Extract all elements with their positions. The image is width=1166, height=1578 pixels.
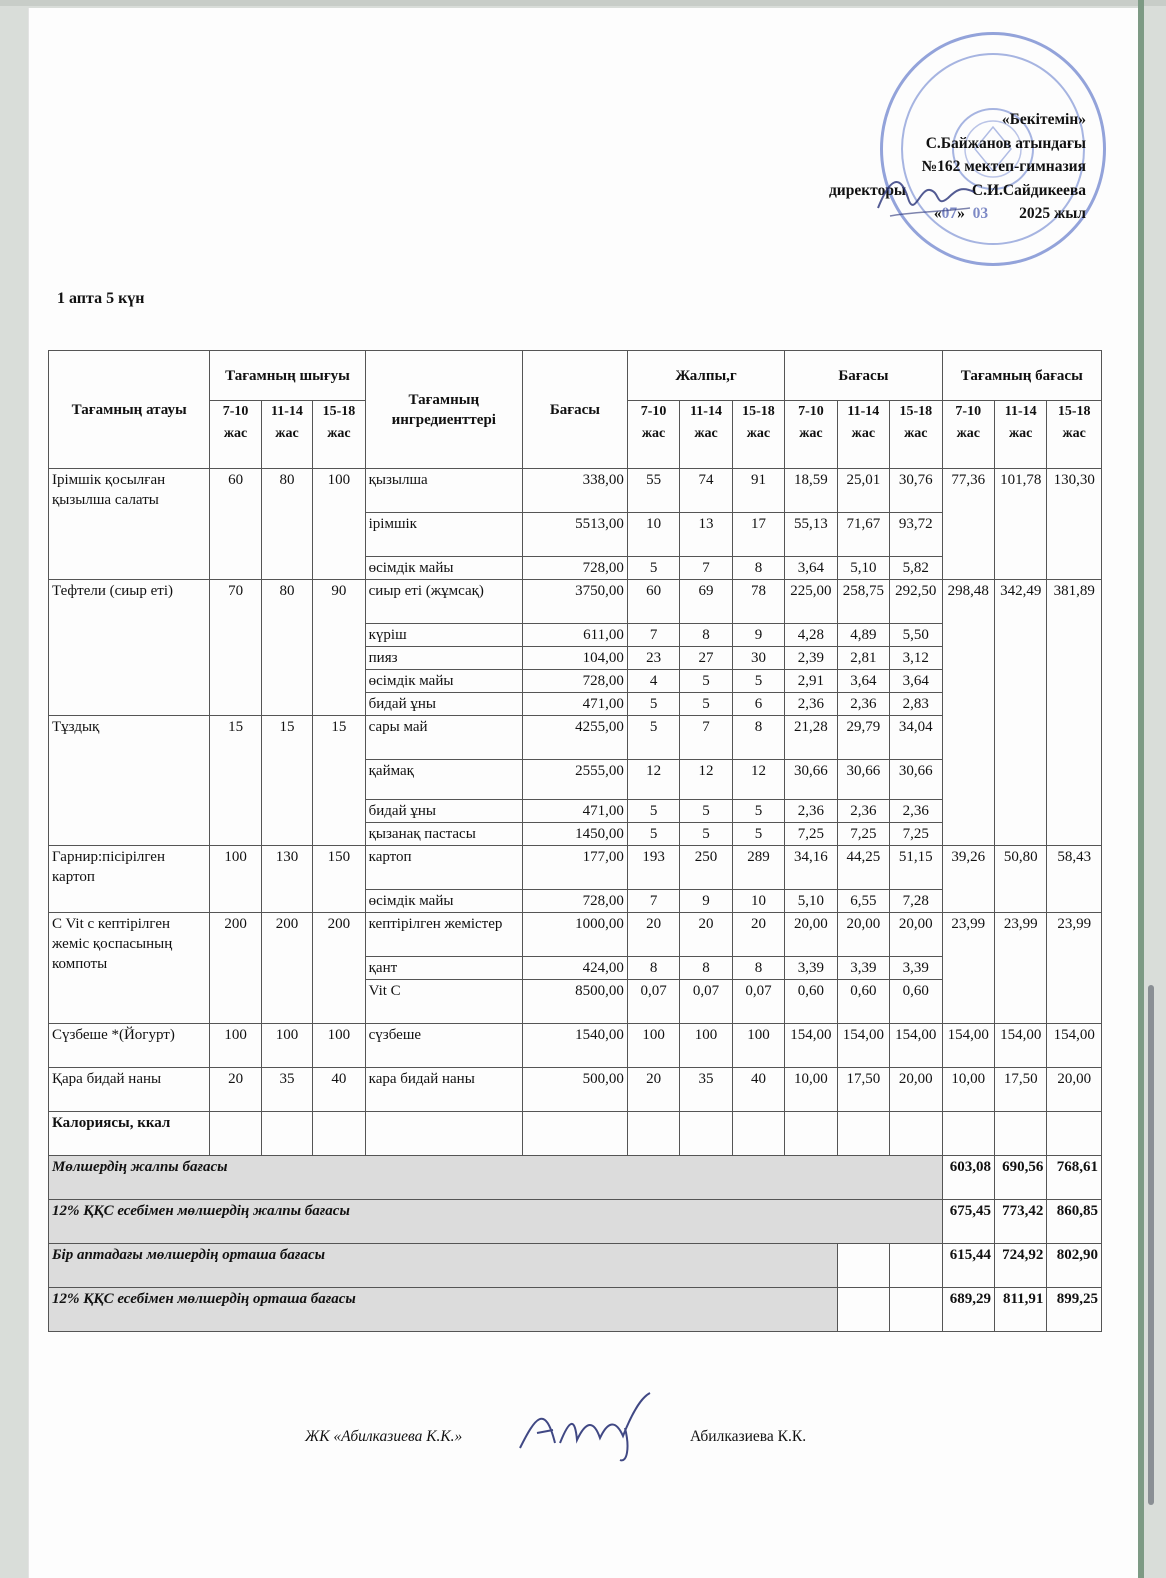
- ingredient-grams: 12: [680, 760, 732, 800]
- dish-name: Тефтели (сиыр еті): [49, 580, 210, 716]
- director-name: С.И.Сайдикеева: [971, 181, 1086, 199]
- ingredient-grams: 8: [680, 957, 732, 980]
- ingredient-grams: 5: [680, 823, 732, 846]
- date-day: 07: [941, 205, 958, 222]
- dish-price: 20,00: [1047, 1068, 1102, 1112]
- dish-price: 10,00: [942, 1068, 994, 1112]
- ingredient-name: өсімдік майы: [365, 670, 522, 693]
- dish-yield: 100: [210, 1024, 261, 1068]
- total-value: 689,29: [942, 1288, 994, 1332]
- calories-row: [49, 1112, 1102, 1156]
- total-label: 12% ҚҚС есебімен мөлшердің жалпы бағасы: [49, 1200, 943, 1244]
- ingredient-price: 424,00: [522, 957, 627, 980]
- ingredient-name: өсімдік майы: [365, 557, 522, 580]
- dish-price: 58,43: [1047, 846, 1102, 913]
- total-row: [49, 1244, 1102, 1288]
- empty-cell: [210, 1112, 261, 1156]
- dish-yield: 60: [210, 469, 261, 580]
- ingredient-grams: 7: [680, 557, 732, 580]
- header-ingredients: Тағамның ингредиенттері: [365, 351, 522, 469]
- ingredient-cost: 6,55: [837, 890, 889, 913]
- ingredient-grams: 5: [680, 800, 732, 823]
- director-label: директоры: [828, 181, 907, 199]
- empty-cell: [837, 1288, 889, 1332]
- ingredient-cost: 2,39: [785, 647, 837, 670]
- ingredient-cost: 225,00: [785, 580, 837, 624]
- ingredient-name: картоп: [365, 846, 522, 890]
- ingredient-grams: 5: [627, 557, 679, 580]
- ingredient-cost: 20,00: [837, 913, 889, 957]
- ingredient-cost: 30,76: [890, 469, 942, 513]
- ingredient-cost: 2,36: [785, 800, 837, 823]
- ingredient-grams: 55: [627, 469, 679, 513]
- ingredient-grams: 100: [680, 1024, 732, 1068]
- ingredient-grams: 60: [627, 580, 679, 624]
- ingredient-cost: 154,00: [837, 1024, 889, 1068]
- total-value: 802,90: [1047, 1244, 1102, 1288]
- empty-cell: [994, 1112, 1046, 1156]
- ingredient-grams: 193: [627, 846, 679, 890]
- dish-yield: 80: [261, 580, 312, 716]
- total-row: [49, 1288, 1102, 1332]
- ingredient-cost: 17,50: [837, 1068, 889, 1112]
- ingredient-cost: 5,50: [890, 624, 942, 647]
- date-open-quote: «: [933, 205, 942, 222]
- total-value: 675,45: [942, 1200, 994, 1244]
- date-month: 03: [972, 205, 989, 222]
- header-price: Бағасы: [522, 351, 627, 469]
- ingredient-name: ірімшік: [365, 513, 522, 557]
- ingredient-price: 4255,00: [522, 716, 627, 760]
- table-row: [49, 846, 1102, 890]
- total-value: 860,85: [1047, 1200, 1102, 1244]
- ingredient-cost: 4,28: [785, 624, 837, 647]
- ingredient-cost: 4,89: [837, 624, 889, 647]
- header-age: 15-18 жас: [732, 401, 784, 469]
- empty-cell: [837, 1244, 889, 1288]
- total-label: 12% ҚҚС есебімен мөлшердің орташа бағасы: [49, 1288, 838, 1332]
- ingredient-name: пияз: [365, 647, 522, 670]
- ingredient-grams: 5: [732, 800, 784, 823]
- ingredient-name: бидай ұны: [365, 800, 522, 823]
- ingredient-price: 611,00: [522, 624, 627, 647]
- ingredient-price: 471,00: [522, 800, 627, 823]
- ingredient-grams: 5: [627, 716, 679, 760]
- footer-name: Абилказиева К.К.: [690, 1428, 807, 1445]
- ingredient-cost: 3,64: [890, 670, 942, 693]
- ingredient-grams: 12: [627, 760, 679, 800]
- ingredient-cost: 3,39: [785, 957, 837, 980]
- ingredient-name: кара бидай наны: [365, 1068, 522, 1112]
- header-dish: Тағамның атауы: [49, 351, 210, 469]
- header-age: 15-18 жас: [890, 401, 942, 469]
- ingredient-grams: 40: [732, 1068, 784, 1112]
- total-value: 773,42: [994, 1200, 1046, 1244]
- total-value: 811,91: [994, 1288, 1046, 1332]
- ingredient-grams: 7: [627, 624, 679, 647]
- ingredient-grams: 23: [627, 647, 679, 670]
- ingredient-grams: 10: [627, 513, 679, 557]
- ingredient-cost: 3,64: [785, 557, 837, 580]
- ingredient-cost: 258,75: [837, 580, 889, 624]
- ingredient-cost: 3,39: [890, 957, 942, 980]
- ingredient-grams: 20: [680, 913, 732, 957]
- ingredient-cost: 30,66: [837, 760, 889, 800]
- dish-yield: 150: [313, 846, 365, 913]
- top-strip: [0, 0, 1166, 6]
- ingredient-cost: 2,83: [890, 693, 942, 716]
- ingredient-grams: 74: [680, 469, 732, 513]
- dish-name: Тұздық: [49, 716, 210, 846]
- ingredient-price: 728,00: [522, 890, 627, 913]
- ingredient-grams: 30: [732, 647, 784, 670]
- dish-price: 77,36: [942, 469, 994, 580]
- ingredient-grams: 9: [732, 624, 784, 647]
- ingredient-grams: 5: [680, 670, 732, 693]
- ingredient-grams: 10: [732, 890, 784, 913]
- ingredient-cost: 34,16: [785, 846, 837, 890]
- ingredient-name: қызылша: [365, 469, 522, 513]
- dish-yield: 200: [261, 913, 312, 1024]
- header-yield: Тағамның шығуы: [210, 351, 365, 401]
- ingredient-grams: 5: [627, 800, 679, 823]
- director-signature: [870, 168, 980, 228]
- dish-yield: 100: [313, 469, 365, 580]
- ingredient-price: 2555,00: [522, 760, 627, 800]
- ingredient-cost: 20,00: [785, 913, 837, 957]
- header-age: 11-14 жас: [261, 401, 312, 469]
- ingredient-grams: 20: [627, 913, 679, 957]
- dish-price: 23,99: [994, 913, 1046, 1024]
- ingredient-grams: 5: [627, 823, 679, 846]
- ingredient-cost: 2,91: [785, 670, 837, 693]
- ingredient-cost: 2,36: [837, 693, 889, 716]
- total-value: 615,44: [942, 1244, 994, 1288]
- dish-name: Гарнир:пісірілген картоп: [49, 846, 210, 913]
- dish-yield: 200: [313, 913, 365, 1024]
- approval-school-number: №162 мектеп-гимназия: [921, 158, 1086, 175]
- approval-title: «Бекітемін»: [1001, 111, 1086, 128]
- scrollbar[interactable]: [1148, 985, 1154, 1505]
- total-label: Бір аптадағы мөлшердің орташа бағасы: [49, 1244, 838, 1288]
- empty-cell: [627, 1112, 679, 1156]
- ingredient-name: қызанақ пастасы: [365, 823, 522, 846]
- ingredient-cost: 10,00: [785, 1068, 837, 1112]
- total-value: 690,56: [994, 1156, 1046, 1200]
- footer-company: ЖК «Абилказиева К.К.»: [305, 1428, 463, 1445]
- week-label: 1 апта 5 күн: [57, 290, 145, 307]
- ingredient-price: 471,00: [522, 693, 627, 716]
- header-row: [49, 351, 1102, 401]
- total-value: 724,92: [994, 1244, 1046, 1288]
- dish-yield: 40: [313, 1068, 365, 1112]
- ingredient-cost: 51,15: [890, 846, 942, 890]
- ingredient-cost: 34,04: [890, 716, 942, 760]
- ingredient-name: сүзбеше: [365, 1024, 522, 1068]
- ingredient-grams: 8: [732, 557, 784, 580]
- header-age: 7-10 жас: [210, 401, 261, 469]
- ingredient-cost: 18,59: [785, 469, 837, 513]
- dish-yield: 70: [210, 580, 261, 716]
- ingredient-name: Vit C: [365, 980, 522, 1024]
- dish-price: 298,48: [942, 580, 994, 846]
- ingredient-grams: 7: [680, 716, 732, 760]
- total-row: [49, 1156, 1102, 1200]
- menu-table: [48, 350, 1102, 1332]
- dish-price: 154,00: [1047, 1024, 1102, 1068]
- dish-yield: 15: [210, 716, 261, 846]
- ingredient-cost: 3,12: [890, 647, 942, 670]
- header-age: 11-14 жас: [837, 401, 889, 469]
- ingredient-grams: 5: [732, 823, 784, 846]
- header-age: 11-14 жас: [680, 401, 732, 469]
- empty-cell: [313, 1112, 365, 1156]
- ingredient-grams: 6: [732, 693, 784, 716]
- ingredient-cost: 7,25: [890, 823, 942, 846]
- ingredient-cost: 0,60: [890, 980, 942, 1024]
- ingredient-cost: 7,28: [890, 890, 942, 913]
- header-age: 7-10 жас: [785, 401, 837, 469]
- ingredient-grams: 8: [732, 716, 784, 760]
- ingredient-name: сиыр еті (жұмсақ): [365, 580, 522, 624]
- ingredient-price: 5513,00: [522, 513, 627, 557]
- ingredient-cost: 2,36: [837, 800, 889, 823]
- ingredient-grams: 17: [732, 513, 784, 557]
- ingredient-price: 728,00: [522, 557, 627, 580]
- ingredient-cost: 0,60: [785, 980, 837, 1024]
- dish-yield: 15: [261, 716, 312, 846]
- ingredient-price: 177,00: [522, 846, 627, 890]
- table-row: [49, 913, 1102, 957]
- ingredient-grams: 5: [732, 670, 784, 693]
- header-age: 7-10 жас: [942, 401, 994, 469]
- header-cost: Бағасы: [785, 351, 942, 401]
- empty-cell: [785, 1112, 837, 1156]
- ingredient-grams: 35: [680, 1068, 732, 1112]
- ingredient-cost: 29,79: [837, 716, 889, 760]
- empty-cell: [522, 1112, 627, 1156]
- ingredient-cost: 292,50: [890, 580, 942, 624]
- ingredient-name: күріш: [365, 624, 522, 647]
- chef-signature: [515, 1388, 665, 1468]
- dish-yield: 80: [261, 469, 312, 580]
- ingredient-cost: 2,36: [890, 800, 942, 823]
- total-value: 768,61: [1047, 1156, 1102, 1200]
- calories-label: Калориясы, ккал: [49, 1112, 210, 1156]
- ingredient-grams: 289: [732, 846, 784, 890]
- header-age: 15-18 жас: [313, 401, 365, 469]
- dish-price: 381,89: [1047, 580, 1102, 846]
- dish-name: C Vit с кептірілген жеміс қоспасының компоты: [49, 913, 210, 1024]
- dish-price: 23,99: [1047, 913, 1102, 1024]
- dish-yield: 130: [261, 846, 312, 913]
- ingredient-cost: 2,36: [785, 693, 837, 716]
- table-row: [49, 1024, 1102, 1068]
- dish-price: 154,00: [994, 1024, 1046, 1068]
- ingredient-grams: 20: [732, 913, 784, 957]
- dish-price: 342,49: [994, 580, 1046, 846]
- ingredient-cost: 3,39: [837, 957, 889, 980]
- empty-cell: [680, 1112, 732, 1156]
- ingredient-grams: 5: [627, 693, 679, 716]
- ingredient-grams: 8: [627, 957, 679, 980]
- header-dish-price: Тағамның бағасы: [942, 351, 1101, 401]
- ingredient-grams: 4: [627, 670, 679, 693]
- ingredient-price: 3750,00: [522, 580, 627, 624]
- ingredient-cost: 154,00: [785, 1024, 837, 1068]
- ingredient-grams: 69: [680, 580, 732, 624]
- empty-cell: [732, 1112, 784, 1156]
- ingredient-grams: 78: [732, 580, 784, 624]
- header-age: 11-14 жас: [994, 401, 1046, 469]
- empty-cell: [890, 1112, 942, 1156]
- ingredient-cost: 5,10: [785, 890, 837, 913]
- dish-yield: 100: [210, 846, 261, 913]
- table-row: [49, 580, 1102, 624]
- ingredient-cost: 5,82: [890, 557, 942, 580]
- dish-yield: 35: [261, 1068, 312, 1112]
- ingredient-cost: 7,25: [837, 823, 889, 846]
- ingredient-grams: 27: [680, 647, 732, 670]
- ingredient-grams: 0,07: [680, 980, 732, 1024]
- ingredient-cost: 7,25: [785, 823, 837, 846]
- ingredient-name: қант: [365, 957, 522, 980]
- empty-cell: [261, 1112, 312, 1156]
- ingredient-price: 104,00: [522, 647, 627, 670]
- ingredient-grams: 0,07: [627, 980, 679, 1024]
- ingredient-cost: 2,81: [837, 647, 889, 670]
- dish-price: 101,78: [994, 469, 1046, 580]
- ingredient-cost: 44,25: [837, 846, 889, 890]
- empty-cell: [890, 1288, 942, 1332]
- ingredient-grams: 91: [732, 469, 784, 513]
- dish-yield: 100: [313, 1024, 365, 1068]
- dish-price: 130,30: [1047, 469, 1102, 580]
- ingredient-grams: 13: [680, 513, 732, 557]
- ingredient-price: 1000,00: [522, 913, 627, 957]
- ingredient-grams: 12: [732, 760, 784, 800]
- ingredient-name: кептірілген жемістер: [365, 913, 522, 957]
- ingredient-cost: 0,60: [837, 980, 889, 1024]
- ingredient-grams: 20: [627, 1068, 679, 1112]
- ingredient-grams: 250: [680, 846, 732, 890]
- dish-yield: 90: [313, 580, 365, 716]
- header-age: 15-18 жас: [1047, 401, 1102, 469]
- ingredient-name: өсімдік майы: [365, 890, 522, 913]
- ingredient-cost: 20,00: [890, 913, 942, 957]
- total-value: 603,08: [942, 1156, 994, 1200]
- empty-cell: [837, 1112, 889, 1156]
- empty-cell: [942, 1112, 994, 1156]
- ingredient-name: бидай ұны: [365, 693, 522, 716]
- ingredient-price: 728,00: [522, 670, 627, 693]
- ingredient-cost: 71,67: [837, 513, 889, 557]
- ingredient-grams: 8: [732, 957, 784, 980]
- table-row: [49, 1068, 1102, 1112]
- dish-price: 154,00: [942, 1024, 994, 1068]
- dish-yield: 200: [210, 913, 261, 1024]
- approval-school-name: С.Байжанов атындағы: [925, 134, 1086, 152]
- empty-cell: [365, 1112, 522, 1156]
- date-close-quote: »: [957, 205, 965, 222]
- total-row: [49, 1200, 1102, 1244]
- ingredient-cost: 3,64: [837, 670, 889, 693]
- ingredient-grams: 8: [680, 624, 732, 647]
- dish-yield: 15: [313, 716, 365, 846]
- ingredient-grams: 100: [627, 1024, 679, 1068]
- ingredient-price: 8500,00: [522, 980, 627, 1024]
- ingredient-price: 500,00: [522, 1068, 627, 1112]
- dish-yield: 20: [210, 1068, 261, 1112]
- dish-name: Қара бидай наны: [49, 1068, 210, 1112]
- ingredient-cost: 154,00: [890, 1024, 942, 1068]
- ingredient-name: сары май: [365, 716, 522, 760]
- header-age: 7-10 жас: [627, 401, 679, 469]
- dish-price: 50,80: [994, 846, 1046, 913]
- ingredient-price: 338,00: [522, 469, 627, 513]
- dish-price: 17,50: [994, 1068, 1046, 1112]
- page-edge: [1138, 0, 1144, 1578]
- empty-cell: [890, 1244, 942, 1288]
- ingredient-name: қаймақ: [365, 760, 522, 800]
- dish-name: Ірімшік қосылған қызылша салаты: [49, 469, 210, 580]
- ingredient-grams: 0,07: [732, 980, 784, 1024]
- empty-cell: [1047, 1112, 1102, 1156]
- ingredient-price: 1450,00: [522, 823, 627, 846]
- ingredient-cost: 93,72: [890, 513, 942, 557]
- table-row: [49, 469, 1102, 513]
- total-value: 899,25: [1047, 1288, 1102, 1332]
- ingredient-grams: 7: [627, 890, 679, 913]
- ingredient-cost: 30,66: [785, 760, 837, 800]
- date-year: 2025 жыл: [1019, 205, 1086, 222]
- ingredient-cost: 30,66: [890, 760, 942, 800]
- ingredient-cost: 21,28: [785, 716, 837, 760]
- ingredient-grams: 9: [680, 890, 732, 913]
- header-total-grams: Жалпы,г: [627, 351, 784, 401]
- dish-yield: 100: [261, 1024, 312, 1068]
- ingredient-price: 1540,00: [522, 1024, 627, 1068]
- dish-name: Сүзбеше *(Йогурт): [49, 1024, 210, 1068]
- ingredient-cost: 55,13: [785, 513, 837, 557]
- ingredient-cost: 20,00: [890, 1068, 942, 1112]
- ingredient-grams: 100: [732, 1024, 784, 1068]
- ingredient-cost: 5,10: [837, 557, 889, 580]
- dish-price: 39,26: [942, 846, 994, 913]
- ingredient-cost: 25,01: [837, 469, 889, 513]
- ingredient-grams: 5: [680, 693, 732, 716]
- total-label: Мөлшердің жалпы бағасы: [49, 1156, 943, 1200]
- dish-price: 23,99: [942, 913, 994, 1024]
